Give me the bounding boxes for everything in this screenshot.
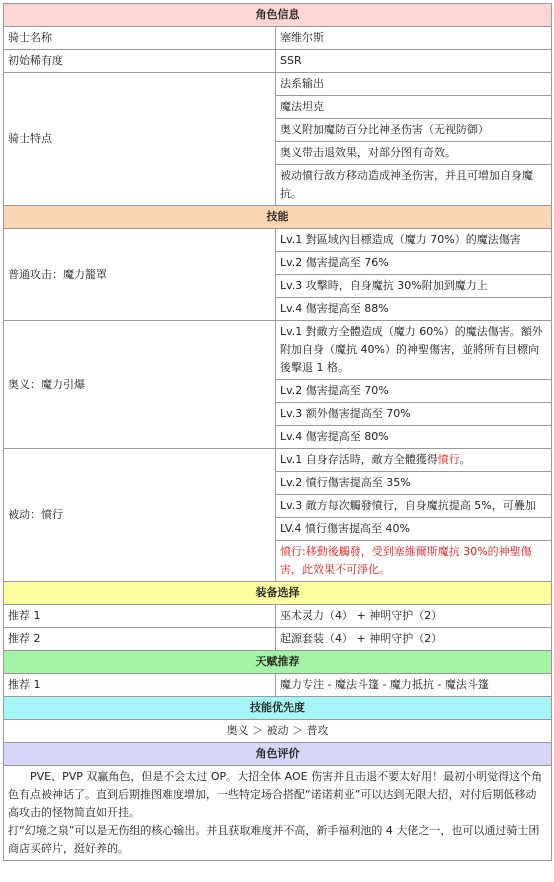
passive-lv1-suffix: 。	[459, 453, 471, 466]
skill-level: LV.4 憤行傷害提高至 40%	[276, 518, 552, 541]
trait-item: 奥义附加魔防百分比神圣伤害（无视防御）	[276, 119, 552, 142]
trait-item: 魔法坦克	[276, 96, 552, 119]
skill-level: Lv.2 傷害提高至 76%	[276, 252, 552, 275]
skill-level: Lv.3 额外傷害提高至 70%	[276, 403, 552, 426]
guide-table	[3, 3, 552, 861]
section-header-equipment: 装备选择	[4, 582, 552, 605]
section-header-skills: 技能	[4, 206, 552, 229]
skill-level: Lv.3 攻擊時，自身魔抗 30%附加到魔力上	[276, 275, 552, 298]
knight-name-value: 塞维尔斯	[276, 27, 552, 50]
talent-value: 魔力专注 - 魔法斗篷 - 魔力抵抗 - 魔法斗篷	[276, 674, 552, 697]
equipment-value: 巫术灵力（4） + 神明守护（2）	[276, 605, 552, 628]
passive-label: 被动：憤行	[4, 449, 276, 582]
character-guide	[3, 3, 551, 861]
normal-attack-label: 普通攻击：魔力籠罩	[4, 229, 276, 321]
equipment-label: 推荐 2	[4, 628, 276, 651]
rarity-label: 初始稀有度	[4, 50, 276, 73]
equipment-label: 推荐 1	[4, 605, 276, 628]
skill-level	[276, 449, 552, 472]
section-header-role-info: 角色信息	[4, 4, 552, 27]
skill-level: Lv.4 傷害提高至 80%	[276, 426, 552, 449]
traits-label: 骑士特点	[4, 73, 276, 206]
evaluation-paragraph: 打“幻境之泉”可以是无伤组的核心输出。并且获取难度并不高，新手福利池的 4 大佬之一，也可以通过骑士团商店买碎片，挺好养的。	[8, 824, 540, 855]
ultimate-label: 奥义：魔力引爆	[4, 321, 276, 449]
skill-level: Lv.4 傷害提高至 88%	[276, 298, 552, 321]
passive-lv1-prefix: Lv.1 自身存活時，敵方全體獲得	[280, 453, 438, 466]
equipment-value: 起源套装（4） + 神明守护（2）	[276, 628, 552, 651]
talent-label: 推荐 1	[4, 674, 276, 697]
skill-level: Lv.1 對敵方全體造成（魔力 60%）的魔法傷害。額外附加自身（魔抗 40%）的神聖傷害，並將所有目標向後擊退 1 格。	[276, 321, 552, 380]
knight-name-label: 骑士名称	[4, 27, 276, 50]
rarity-value: SSR	[276, 50, 552, 73]
evaluation-text	[4, 766, 552, 861]
trait-item: 法系输出	[276, 73, 552, 96]
passive-lv1-highlight: 憤行	[437, 453, 460, 466]
skill-level: Lv.2 憤行傷害提高至 35%	[276, 472, 552, 495]
skill-level: Lv.2 傷害提高至 70%	[276, 380, 552, 403]
section-header-evaluation: 角色评价	[4, 743, 552, 766]
trait-item: 被动憤行敌方移动造成神圣伤害，并且可增加自身魔抗。	[276, 165, 552, 206]
trait-item: 奥义带击退效果，对部分图有奇效。	[276, 142, 552, 165]
section-header-talent: 天赋推荐	[4, 651, 552, 674]
skill-level: Lv.1 對區域內目標造成（魔力 70%）的魔法傷害	[276, 229, 552, 252]
passive-note: 憤行:移動後觸發，受到塞維爾斯魔抗 30%的神聖傷害，此效果不可淨化。	[276, 541, 552, 582]
skill-priority-value: 奥义 ＞ 被动 ＞ 普攻	[4, 720, 552, 743]
evaluation-paragraph: PVE、PVP 双赢角色，但是不会太过 OP。大招全体 AOE 伤害并且击退不要太好用！最初小明觉得这个角色有点被神话了。直到后期推图难度增加，一些特定场合搭配“诺诺莉亚”可以达到无限大招，对付后期低移动高攻击的怪物简直如开挂。	[8, 770, 543, 819]
section-header-skill-priority: 技能优先度	[4, 697, 552, 720]
skill-level: Lv.3 敵方每次觸發憤行，自身魔抗提高 5%，可疊加	[276, 495, 552, 518]
